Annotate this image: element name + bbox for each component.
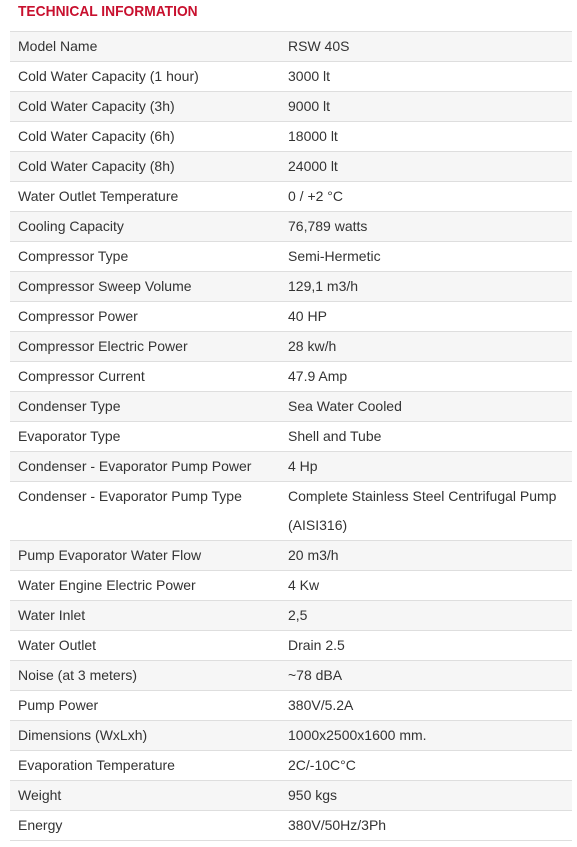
table-row	[10, 92, 572, 122]
spec-label: Water Outlet	[10, 631, 280, 661]
spec-label: Condenser - Evaporator Pump Type	[10, 482, 280, 541]
table-row	[10, 272, 572, 302]
spec-value: 380V/5.2A	[280, 691, 572, 721]
spec-value: 380V/50Hz/3Ph	[280, 811, 572, 841]
spec-value: 20 m3/h	[280, 541, 572, 571]
spec-label: Cold Water Capacity (1 hour)	[10, 62, 280, 92]
table-row	[10, 571, 572, 601]
spec-label: Pump Power	[10, 691, 280, 721]
spec-label: Water Engine Electric Power	[10, 571, 280, 601]
spec-label: Compressor Power	[10, 302, 280, 332]
table-row	[10, 182, 572, 212]
section-title: TECHNICAL INFORMATION	[18, 3, 198, 20]
spec-label: Cold Water Capacity (3h)	[10, 92, 280, 122]
spec-label: Noise (at 3 meters)	[10, 661, 280, 691]
spec-label: Dimensions (WxLxh)	[10, 721, 280, 751]
table-row	[10, 302, 572, 332]
table-row	[10, 661, 572, 691]
spec-label: Compressor Sweep Volume	[10, 272, 280, 302]
table-row	[10, 152, 572, 182]
spec-value: 18000 lt	[280, 122, 572, 152]
spec-value: RSW 40S	[280, 32, 572, 62]
table-row	[10, 751, 572, 781]
spec-label: Condenser Type	[10, 392, 280, 422]
spec-label: Cooling Capacity	[10, 212, 280, 242]
spec-label: Water Inlet	[10, 601, 280, 631]
table-row	[10, 422, 572, 452]
table-row	[10, 332, 572, 362]
spec-value: Shell and Tube	[280, 422, 572, 452]
spec-value: 40 HP	[280, 302, 572, 332]
spec-label: Weight	[10, 781, 280, 811]
spec-value: 0 / +2 °C	[280, 182, 572, 212]
table-row	[10, 631, 572, 661]
spec-label: Energy	[10, 811, 280, 841]
table-row	[10, 691, 572, 721]
table-row	[10, 242, 572, 272]
spec-value: Drain 2.5	[280, 631, 572, 661]
spec-value: 76,789 watts	[280, 212, 572, 242]
spec-label: Water Outlet Temperature	[10, 182, 280, 212]
spec-value: Sea Water Cooled	[280, 392, 572, 422]
spec-value: 1000x2500x1600 mm.	[280, 721, 572, 751]
spec-value: 3000 lt	[280, 62, 572, 92]
spec-value: 2,5	[280, 601, 572, 631]
spec-label: Compressor Electric Power	[10, 332, 280, 362]
table-row	[10, 392, 572, 422]
spec-label: Cold Water Capacity (8h)	[10, 152, 280, 182]
table-row	[10, 32, 572, 62]
table-row	[10, 452, 572, 482]
spec-value: 4 Kw	[280, 571, 572, 601]
spec-value: 24000 lt	[280, 152, 572, 182]
table-row	[10, 541, 572, 571]
spec-label: Model Name	[10, 32, 280, 62]
table-row	[10, 362, 572, 392]
spec-label: Compressor Type	[10, 242, 280, 272]
spec-label: Compressor Current	[10, 362, 280, 392]
technical-info-table	[10, 31, 572, 841]
spec-value: 28 kw/h	[280, 332, 572, 362]
spec-value: 4 Hp	[280, 452, 572, 482]
spec-label: Condenser - Evaporator Pump Power	[10, 452, 280, 482]
spec-value: 47.9 Amp	[280, 362, 572, 392]
spec-label: Evaporation Temperature	[10, 751, 280, 781]
table-row	[10, 482, 572, 541]
table-row	[10, 781, 572, 811]
spec-value: 950 kgs	[280, 781, 572, 811]
spec-label: Evaporator Type	[10, 422, 280, 452]
table-row	[10, 122, 572, 152]
spec-value: 9000 lt	[280, 92, 572, 122]
table-row	[10, 212, 572, 242]
spec-value: Complete Stainless Steel Centrifugal Pump (AISI316)	[280, 482, 572, 541]
spec-value: 129,1 m3/h	[280, 272, 572, 302]
spec-value: 2C/-10C°C	[280, 751, 572, 781]
spec-label: Pump Evaporator Water Flow	[10, 541, 280, 571]
spec-value: ~78 dBA	[280, 661, 572, 691]
spec-label: Cold Water Capacity (6h)	[10, 122, 280, 152]
table-row	[10, 601, 572, 631]
spec-value: Semi-Hermetic	[280, 242, 572, 272]
table-row	[10, 62, 572, 92]
table-row	[10, 721, 572, 751]
table-row	[10, 811, 572, 841]
